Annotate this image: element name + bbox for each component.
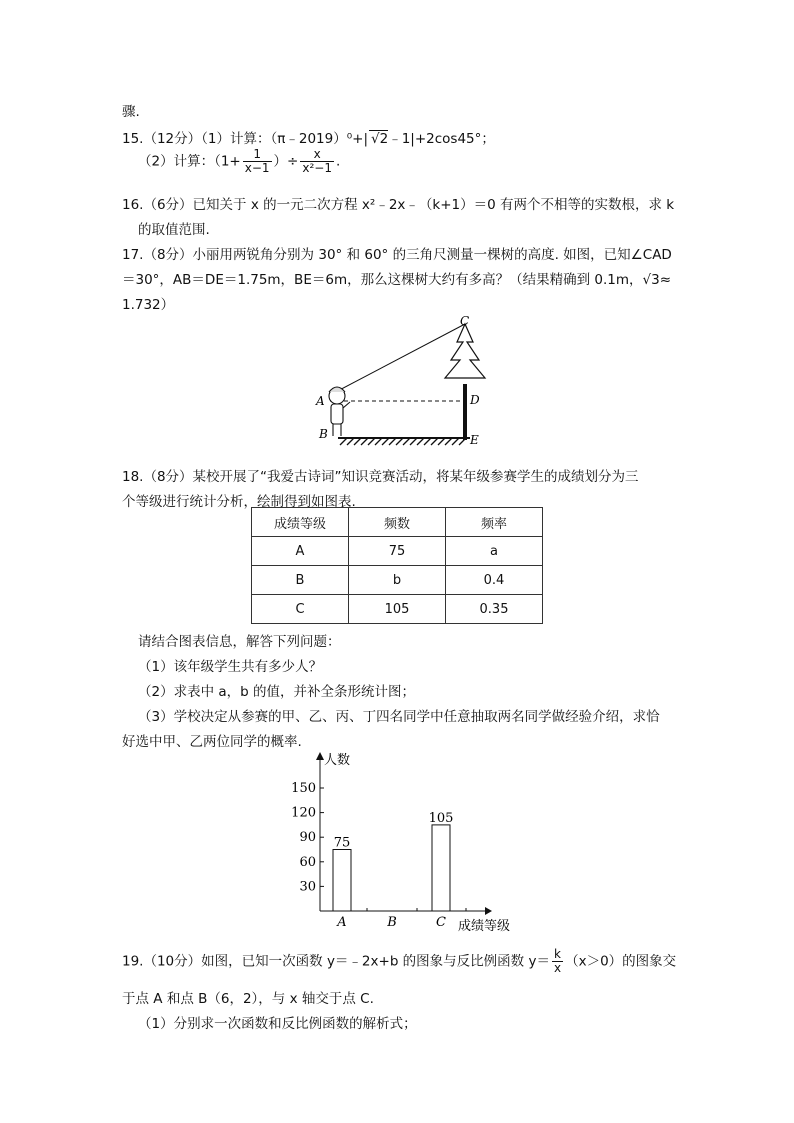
tree-crown xyxy=(445,324,485,378)
y-axis-arrow xyxy=(316,752,324,760)
q16-line1: 16.（6分）已知关于 x 的一元二次方程 x²﹣2x﹣（k+1）＝0 有两个不相等的实数根，求 k xyxy=(122,197,675,213)
frac-num: x xyxy=(313,147,321,161)
tree-measurement-figure xyxy=(310,312,500,452)
fraction-1-over-x-minus-1 xyxy=(243,148,272,175)
label-e: E xyxy=(470,433,479,447)
table-header-row xyxy=(252,508,543,537)
q15-text-b: ﹣1|+2cos45°； xyxy=(388,131,495,147)
frequency-table xyxy=(251,507,543,624)
q18-line3: 请结合图表信息，解答下列问题： xyxy=(138,634,341,650)
x-tick-label: C xyxy=(436,915,446,930)
ground-hatch xyxy=(340,438,466,445)
x-axis-label: 成绩等级 xyxy=(458,919,511,934)
q18-line2: 个等级进行统计分析，绘制得到如图表. xyxy=(122,494,356,510)
q15-text-a: 15.（12分）（1）计算：（π﹣2019）⁰+| xyxy=(122,131,368,147)
person-figure xyxy=(329,387,350,436)
tree-trunk xyxy=(463,384,467,440)
bar xyxy=(432,825,450,911)
fraction-x-over-x2-minus-1 xyxy=(300,148,334,175)
table-row xyxy=(252,566,543,595)
frac-den: x xyxy=(553,961,562,976)
y-tick-label: 60 xyxy=(299,854,316,870)
y-tick-label: 150 xyxy=(291,781,316,796)
q15-b-text1: （2）计算：（1+ xyxy=(138,153,241,170)
fraction-k-over-x xyxy=(552,948,563,975)
frac-den: x−1 xyxy=(244,161,270,176)
table-row xyxy=(252,537,543,566)
q18-line5: （2）求表中 a，b 的值，并补全条形统计图； xyxy=(138,684,416,700)
q15-part2 xyxy=(138,148,340,175)
sqrt-2: √2 xyxy=(371,131,389,147)
table-cell: 0.35 xyxy=(446,595,543,624)
q19-line3: （1）分别求一次函数和反比例函数的解析式； xyxy=(138,1016,417,1032)
frac-den: x²−1 xyxy=(302,161,332,176)
label-a: A xyxy=(316,394,325,408)
bar-data-label: 75 xyxy=(333,835,351,851)
q19-text-b: （x＞0）的图象交 xyxy=(565,953,677,970)
continuation-text: 骤. xyxy=(122,104,140,120)
table-cell: A xyxy=(252,537,349,566)
q16-line2: 的取值范围. xyxy=(138,222,210,238)
y-tick-label: 90 xyxy=(299,830,316,846)
q19-text-a: 19.（10分）如图，已知一次函数 y＝﹣2x+b 的图象与反比例函数 y＝ xyxy=(122,953,550,970)
table-cell: C xyxy=(252,595,349,624)
bar-data-label: 105 xyxy=(428,810,454,826)
y-tick-label: 30 xyxy=(299,879,316,895)
table-header-cell: 频率 xyxy=(446,508,543,537)
q18-line1: 18.（8分）某校开展了“我爱古诗词”知识竞赛活动，将某年级参赛学生的成绩划分为三 xyxy=(122,469,639,485)
q19-line1 xyxy=(122,948,676,975)
q15-b-text3: . xyxy=(335,153,341,170)
label-c: C xyxy=(460,314,470,328)
frac-num: k xyxy=(554,947,561,961)
sight-line-ac xyxy=(330,324,465,395)
x-axis-arrow xyxy=(485,907,492,915)
table-header-cell: 成绩等级 xyxy=(252,508,349,537)
q18-line6: （3）学校决定从参赛的甲、乙、丙、丁四名同学中任意抽取两名同学做经验介绍，求恰 xyxy=(138,709,660,725)
table-cell: a xyxy=(446,537,543,566)
label-b: B xyxy=(319,427,328,441)
grade-bar-chart xyxy=(280,748,520,938)
x-tick-label: A xyxy=(337,915,347,930)
y-tick-label: 120 xyxy=(291,805,316,821)
table-cell: B xyxy=(252,566,349,595)
q15-b-text2: ）÷ xyxy=(273,153,299,170)
q17-line2: ＝30°，AB＝DE＝1.75m，BE＝6m，那么这棵树大约有多高？（结果精确到 0.1m，√3≈ xyxy=(122,272,672,288)
y-axis-label: 人数 xyxy=(324,753,351,768)
x-tick-label: B xyxy=(387,915,397,930)
q17-line3: 1.732） xyxy=(122,297,175,313)
q19-line2: 于点 A 和点 B（6，2），与 x 轴交于点 C. xyxy=(122,991,374,1007)
table-cell: 0.4 xyxy=(446,566,543,595)
q17-line1: 17.（8分）小丽用两锐角分别为 30° 和 60° 的三角尺测量一棵树的高度. 如图，已知∠CAD xyxy=(122,247,672,263)
table-cell: 75 xyxy=(349,537,446,566)
table-row xyxy=(252,595,543,624)
frac-num: 1 xyxy=(253,147,261,161)
table-cell: b xyxy=(349,566,446,595)
bar xyxy=(333,850,351,912)
q18-line4: （1）该年级学生共有多少人？ xyxy=(138,659,323,675)
label-d: D xyxy=(470,393,480,407)
table-cell: 105 xyxy=(349,595,446,624)
q18-line7: 好选中甲、乙两位同学的概率. xyxy=(122,734,302,750)
table-header-cell: 频数 xyxy=(349,508,446,537)
q15-part1 xyxy=(122,127,495,147)
